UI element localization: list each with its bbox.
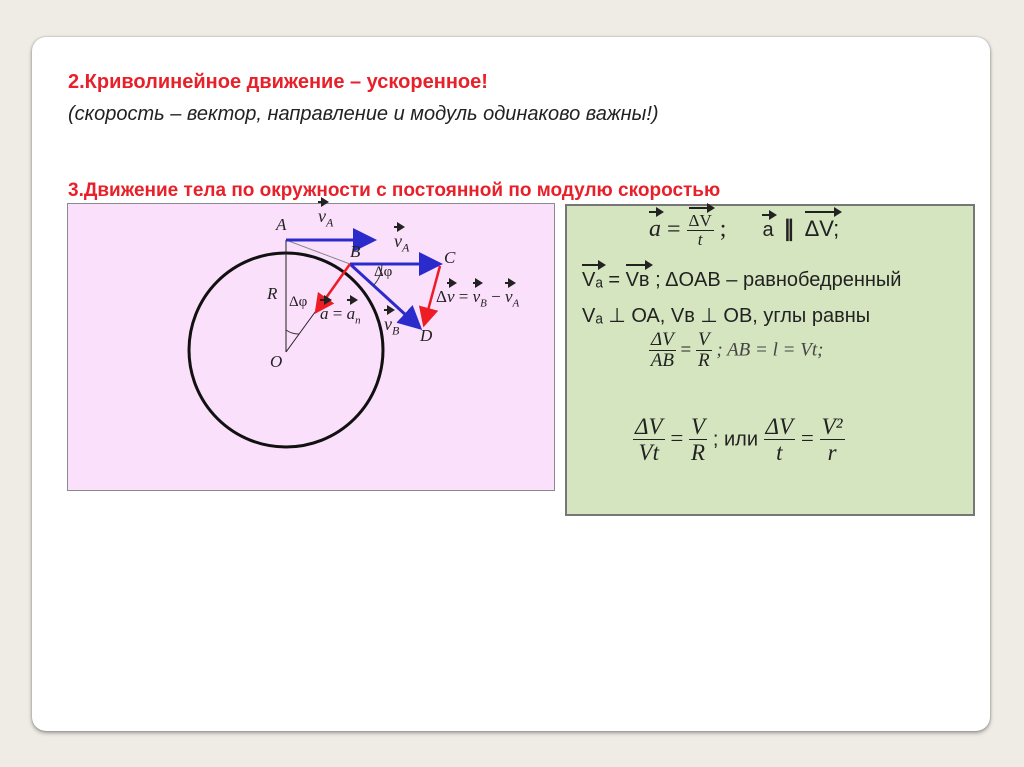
label-va-shifted: $v_A$ [394,231,410,255]
label-radius: R [267,284,278,303]
label-point-a: A [276,215,287,234]
section-heading: 3.Движение тела по окружности с постоянной по модулю скоростью [68,180,721,201]
label-point-c: C [444,248,456,267]
label-va-top: $v_A$ [318,206,334,230]
circular-motion-diagram [67,203,555,491]
label-point-b: B [350,242,361,261]
label-vb: $v_B$ [384,314,400,338]
angle-arc-o [286,330,299,334]
formula-box [565,204,975,516]
formula-row-4: $\frac{\Delta V}{AB}$ = $\frac{V}{R}$ ; AB = l = Vt; [650,329,824,371]
label-point-o: O [270,352,283,371]
label-angle-b: Δφ [374,264,393,280]
slide-subtitle: (скорость – вектор, направление и модуль одинаково важны!) [68,103,659,125]
formula-row-5: $\frac{\Delta V}{Vt}$ = $\frac{V}{R}$ ; или $\frac{\Delta V}{t}$ = $\frac{\text{V²}}{r}$ [635,414,843,466]
label-angle-o: Δφ [289,294,308,310]
diagram-svg [68,204,554,490]
formula-row-3: Vₐ ⊥ ОА, Vв ⊥ ОВ, углы равны [582,305,871,327]
label-acceleration: $a = a_n$ [320,304,361,327]
label-delta-v-formula: $\Delta v = v_B - v_A$ [436,287,520,310]
label-point-d: D [420,326,433,345]
formula-row-1: a = $\frac{\Delta V}{t}$ ; a ∥ ΔV; [649,211,840,249]
slide-title: 2.Криволинейное движение – ускоренное! [68,71,488,93]
formula-row-2: Vₐ = Vв ; ΔOAB – равнобедренный [582,269,902,291]
slide [32,37,990,731]
